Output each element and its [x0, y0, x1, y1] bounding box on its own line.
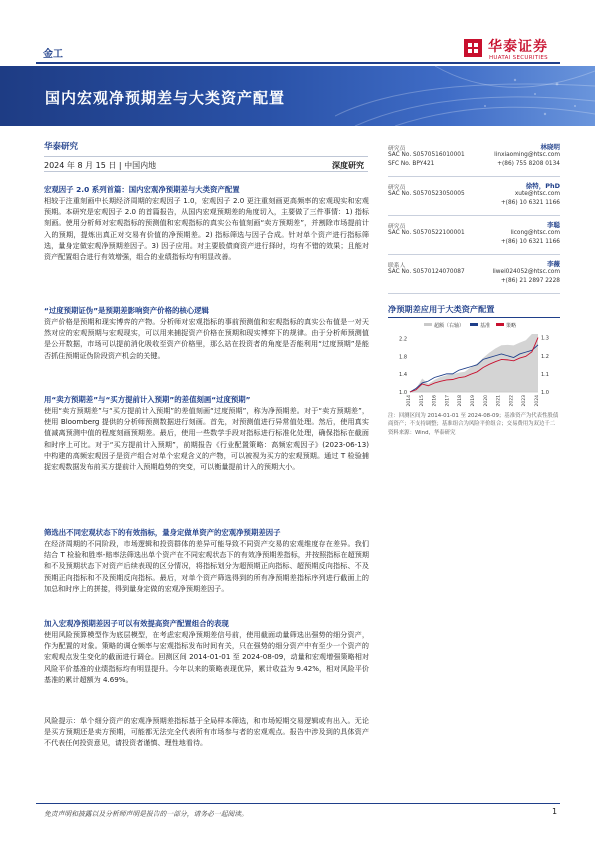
section-2 — [44, 305, 369, 361]
analyst-role: 研究员 — [388, 185, 406, 191]
section-heading: 宏观因子 2.0 系列首篇：国内宏观净预期差与大类资产配置 — [44, 185, 240, 194]
analyst-phone: +(86) 10 6321 1166 — [500, 200, 560, 206]
analyst-email[interactable]: linxiaoming@htsc.com — [494, 152, 560, 158]
x-tick-label: 2024 — [535, 395, 540, 407]
x-tick-label: 2015 — [419, 395, 425, 407]
section-4 — [44, 527, 369, 594]
analyst-sac: SAC No. S0570522100001 — [388, 230, 465, 236]
section-body: 使用“卖方预期差”与“买方提前计入预期”的差值刻画“过度预期”，称为净预期差。对于“卖方预期差”，使用 Bloomberg 提供的分析师预测数据进行刻画。首先，对预测值进行异常值处理。然后，使用真实值减离预测中值的程度刻画预期差。最后，使用一些数学手段对指标进行标准化处理，确保指标在截面和时序上可比。对于“买方提前计入预期”，前期报告《行业配置策略：高频宏观因子》(2023-06-13) 中构建的高频宏观因子是资产组合对单个宏观含义的产物，可以被视为买方的宏观预期。通过 T 检验捕捉宏观数据发布前买方提前计入预期趋势的突变，可以衡量提前计入的预期大小。 — [44, 406, 369, 472]
section-heading: “过度预期证伪”是预期差影响资产价格的核心逻辑 — [44, 306, 209, 315]
legend-swatch — [424, 323, 432, 326]
legend-swatch — [496, 323, 504, 326]
x-tick-label: 2016 — [432, 395, 438, 407]
analyst-card — [388, 179, 560, 216]
analyst-phone: +(86) 755 8208 0134 — [497, 161, 560, 167]
analyst-name: 林晓明 — [540, 143, 560, 151]
analyst-email[interactable]: licong@htsc.com — [510, 230, 560, 236]
analyst-card — [388, 218, 560, 255]
chart-rule — [388, 317, 560, 318]
footer-disclaimer: 免责声明和披露以及分析师声明是报告的一部分，请务必一起阅读。 — [44, 810, 248, 818]
huatai-logo — [462, 36, 562, 66]
chart-source: 资料来源：Wind，华泰研究 — [388, 430, 456, 436]
left-tick-label: 2.2 — [399, 336, 407, 343]
right-tick-label: 1.3 — [541, 335, 549, 342]
legend-label: 策略 — [506, 323, 517, 329]
analyst-phone: +(86) 10 6321 1166 — [500, 239, 560, 245]
analyst-sfc: SFC No. BPY421 — [388, 161, 435, 167]
chart-note: 注：回测区间为 2014-01-01 至 2024-08-09；基准资产为代表性股债商资产；不支持调整；基准组合为风险平价组合；交易费用为双边千二 — [388, 413, 559, 427]
chart-title: 净预期差应用于大类资产配置 — [388, 304, 495, 314]
excess-area — [410, 334, 538, 392]
right-tick-label: 1.0 — [541, 390, 549, 396]
section-heading: 筛选出不同宏观状态下的有效指标，量身定做单资产的宏观净预期差因子 — [44, 528, 281, 537]
x-tick-label: 2017 — [445, 395, 451, 407]
left-tick-label: 1.4 — [399, 372, 407, 379]
analyst-role: 研究员 — [388, 146, 406, 152]
analyst-card — [388, 140, 560, 177]
x-tick-label: 2018 — [458, 395, 464, 407]
title-banner — [0, 66, 595, 126]
logo-text-cn: 华泰证券 — [488, 39, 548, 55]
section-heading: 用“卖方预期差”与“买方提前计入预期”的差值刻画“过度预期” — [44, 395, 251, 404]
chart-svg — [388, 320, 560, 412]
section-1 — [44, 184, 369, 262]
risk-warning-body: 风险提示：单个细分资产的宏观净预期差指标基于全局样本筛选，和市场短期交易逻辑或有出入。无论是买方预期还是卖方预期，可能都无法完全代表所有市场参与者的宏观观点。报告中涉及到的具体资产不代表任何投资意见，请投资者谨慎、理性地看待。 — [44, 716, 369, 748]
report-date: 2024 年 8 月 15 日 | 中国内地 — [44, 161, 157, 170]
research-org: 华泰研究 — [44, 142, 79, 152]
risk-warning — [44, 715, 369, 749]
chart-legend — [424, 322, 516, 329]
page-number: 1 — [552, 807, 558, 816]
analyst-name: 李聪 — [547, 221, 560, 229]
report-type: 深度研究 — [332, 161, 364, 170]
analyst-email[interactable]: liwei024052@htsc.com — [492, 269, 560, 275]
analyst-role: 联系人 — [388, 263, 406, 269]
analyst-sac: SAC No. S0570124070087 — [388, 269, 465, 275]
x-tick-label: 2023 — [522, 395, 528, 407]
section-body: 资产价格是预期和现实博弈的产物。分析师对宏观指标的事前预测值和宏观指标的真实公布值是一对天然对应的宏观预期与宏观现实，可以用来捕捉资产价格在预期和现实博弈下的规律。由于分析师预测值是公开数据，市场可以提前消化吸收至资产价格里，那么站在投资者的角度是否能利用“过度预期”是能否抓住预期证伪阶段资产机会的关键。 — [44, 317, 369, 360]
analyst-list — [388, 140, 560, 296]
report-title: 国内宏观净预期差与大类资产配置 — [45, 89, 286, 107]
analyst-name: 徐特，PhD — [525, 182, 560, 190]
left-axis-ticks — [399, 336, 407, 396]
section-body: 在经济周期的不同阶段，市场逻辑和投资群体的差异可能导致不同资产交易的宏观维度存在差异。我们结合 T 检验和胜率-赔率法筛选出单个资产在不同宏观状态下的有效净预期差指标，并按照指标在超预期和不及预期状态下对资产后续表现的区分情况，将指标划分为超预期正向指标、超预期反向指标、不及预期正向指标和不及预期反向指标。最后，对单个资产筛选得到的所有净预期差指标序列进行截面上的加总和时序上的拼接，得到量身定做的宏观净预期差因子。 — [44, 539, 369, 593]
section-label: 金工 — [43, 49, 63, 60]
analyst-sac: SAC No. S0570516010001 — [388, 152, 465, 158]
meta-line — [44, 156, 368, 172]
legend-swatch — [470, 323, 478, 326]
legend-label: 基准 — [480, 323, 491, 329]
section-body: 使用风险预算模型作为底层模型，在考虑宏观净预期差信号前，使用截面动量筛选出强势的细分资产，作为配置的对象。策略的调仓频率与宏观指标发布时间有关，只在强势的细分资产中有至少一个资产的宏观观点发生变化的截面进行调仓。回测区间 2014-01-01 至 2024-08-09，动量和宏观增强策略相对风险平价基准的业绩指标均有明显提升。今年以来的策略表现优异，累计收益为 9.42%，相对风险平价基准的累计超额为 4.69%。 — [44, 630, 369, 684]
analyst-email[interactable]: xute@htsc.com — [514, 191, 560, 197]
analyst-card — [388, 257, 560, 294]
section-3 — [44, 394, 369, 472]
x-tick-label: 2021 — [496, 395, 502, 407]
right-axis-ticks — [541, 336, 549, 396]
logo-mark-icon — [462, 37, 484, 59]
x-tick-label: 2022 — [509, 395, 515, 407]
banner-decoration — [335, 66, 595, 126]
legend-label: 超额（右轴） — [434, 323, 465, 329]
section-heading: 加入宏观净预期差因子可以有效提高资产配置组合的表现 — [44, 619, 229, 628]
left-tick-label: 1.0 — [399, 390, 407, 396]
x-axis-ticks — [406, 395, 540, 407]
x-tick-label: 2019 — [471, 395, 476, 407]
logo-text-en: HUATAI SECURITIES — [489, 55, 548, 61]
chart-container — [388, 320, 560, 412]
analyst-name: 李薇 — [547, 260, 560, 268]
right-tick-label: 1.2 — [541, 353, 549, 360]
right-tick-label: 1.1 — [541, 371, 549, 378]
analyst-role: 研究员 — [388, 224, 406, 230]
analyst-sac: SAC No. S0570523050005 — [388, 191, 465, 197]
section-body: 相较于注重刻画中长期经济周期的宏观因子 1.0，宏观因子 2.0 更注重刻画更高频率的宏观现实和宏观预期。本研究是宏观因子 2.0 的首篇报告，从国内宏观预期差的角度切入，主要做了三件事情：1) 指标刻画。使用分析师对宏观指标的预测值和宏观指标的真实公布值刻画“卖方预期差”，并割除市场提前计入的预期，提炼出真正对交易有价值的净预期差。2) 指标筛选与因子合成。针对单个资产进行指标筛选，量身定做宏观净预期差因子。3) 因子应用。对主要股债商资产进行择时，均有不错的效果；且能对资产配置组合进行有效增强，组合的业绩指标均有明显改善。 — [44, 196, 369, 262]
analyst-phone: +(86) 21 2897 2228 — [500, 278, 560, 284]
x-tick-label: 2020 — [483, 395, 489, 407]
section-5 — [44, 618, 369, 685]
left-tick-label: 1.8 — [399, 354, 407, 361]
x-tick-label: 2014 — [407, 395, 412, 407]
footer-rule — [36, 803, 560, 804]
chart-plot — [410, 334, 538, 392]
